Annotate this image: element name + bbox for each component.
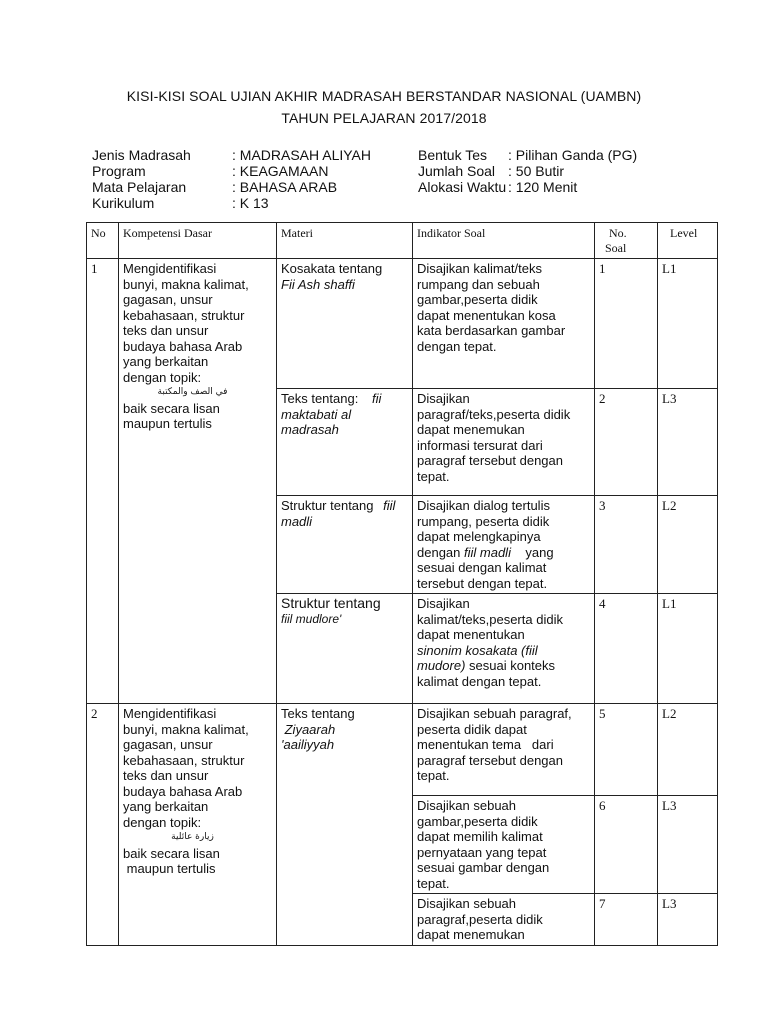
- indikator-line: paragraf tersebut dengan: [417, 752, 563, 768]
- cell-indikator: [413, 894, 595, 946]
- kd-line: teks dan unsur: [123, 323, 209, 338]
- header-materi: Materi: [277, 223, 413, 259]
- materi-topic: Fii Ash shaffi: [281, 276, 355, 292]
- indikator-text: yang: [510, 544, 554, 560]
- indikator-line: rumpang, peserta didik: [417, 513, 550, 529]
- cell-level: L3: [658, 796, 718, 894]
- materi-topic: fii maktabati al madrasah: [281, 391, 382, 437]
- cell-materi: [277, 496, 413, 594]
- kd-line: dengan topik:: [123, 814, 202, 830]
- kd-line: teks dan unsur: [123, 768, 209, 783]
- cell-level: L3: [658, 389, 718, 496]
- indikator-line: paragraf/teks,peserta didik: [417, 406, 571, 422]
- meta-left-values: [232, 147, 371, 211]
- indikator-line: dapat menentukan: [417, 627, 525, 642]
- materi-topic: Ziyaarah: [281, 721, 336, 737]
- materi-text: Kosakata tentang: [281, 261, 383, 276]
- kd-line: kebahasaan, struktur: [123, 752, 245, 768]
- indikator-line: peserta didik dapat: [417, 721, 527, 737]
- indikator-line: Disajikan sebuah: [417, 798, 517, 813]
- document-subtitle: TAHUN PELAJARAN 2017/2018: [281, 110, 487, 126]
- cell-no-soal: 4: [595, 594, 658, 704]
- header-no: No: [87, 223, 119, 259]
- indikator-text: sesuai konteks: [465, 658, 556, 673]
- cell-kompetensi-dasar: [119, 704, 277, 946]
- header-no-soal: [595, 223, 658, 259]
- kd-line: bunyi, makna kalimat,: [123, 276, 249, 292]
- header-indikator-soal: Indikator Soal: [413, 223, 595, 259]
- indikator-line: Disajikan dialog tertulis: [417, 498, 550, 513]
- materi-text: Struktur tentang: [281, 498, 374, 513]
- indikator-line: paragraf tersebut dengan: [417, 453, 563, 468]
- cell-indikator: [413, 594, 595, 704]
- cell-indikator: [413, 389, 595, 496]
- cell-no-soal: 3: [595, 496, 658, 594]
- header-no-soal-line1: No.: [609, 226, 627, 240]
- table-row: [87, 259, 718, 389]
- cell-no-soal: 6: [595, 796, 658, 894]
- meta-value: : BAHASA ARAB: [232, 179, 338, 195]
- kd-line: budaya bahasa Arab: [123, 783, 243, 799]
- indikator-line: [417, 545, 590, 561]
- kd-arabic-topic: في الصف والمكتبة: [157, 387, 228, 397]
- cell-indikator: [413, 704, 595, 796]
- indikator-line: kata berdasarkan gambar: [417, 323, 566, 338]
- materi-topic: fiil mudlore': [281, 611, 342, 626]
- cell-indikator: [413, 259, 595, 389]
- indikator-line: Disajikan sebuah paragraf,: [417, 706, 572, 721]
- table-header-row: [87, 223, 718, 259]
- meta-value: : 50 Butir: [508, 163, 565, 179]
- indikator-line: dapat menemukan: [417, 927, 525, 942]
- indikator-line: dapat melengkapinya: [417, 529, 541, 544]
- cell-materi: [277, 259, 413, 389]
- meta-right-labels: [418, 147, 506, 195]
- kd-line: baik secara lisan: [123, 400, 220, 416]
- cell-no-soal: 1: [595, 259, 658, 389]
- indikator-line: Disajikan kalimat/teks: [417, 261, 542, 276]
- kd-line: yang berkaitan: [123, 354, 209, 369]
- indikator-line: paragraf,peserta didik: [417, 911, 543, 927]
- indikator-line: dengan tepat.: [417, 338, 497, 354]
- meta-left-labels: [92, 147, 191, 211]
- kd-line: budaya bahasa Arab: [123, 338, 243, 354]
- indikator-line: informasi tersurat dari: [417, 437, 543, 453]
- indikator-line: sesuai dengan kalimat: [417, 560, 547, 575]
- indikator-line: dapat menentukan kosa: [417, 307, 556, 323]
- header-level: Level: [658, 223, 718, 259]
- indikator-term: sinonim kosakata (fiil: [417, 642, 538, 658]
- meta-label: Program: [92, 163, 146, 179]
- kd-line: dengan topik:: [123, 369, 202, 385]
- kisi-kisi-table: [86, 222, 718, 946]
- indikator-line: Disajikan: [417, 391, 470, 406]
- kd-line: kebahasaan, struktur: [123, 307, 245, 323]
- cell-materi: [277, 704, 413, 946]
- indikator-line: kalimat/teks,peserta didik: [417, 611, 563, 627]
- indikator-line: dapat menemukan: [417, 422, 525, 437]
- header-no-soal-line2: Soal: [605, 241, 627, 255]
- kd-line: gagasan, unsur: [123, 737, 213, 752]
- indikator-line: [417, 658, 590, 674]
- indikator-line: pernyataan yang tepat: [417, 844, 547, 860]
- indikator-line: tepat.: [417, 768, 450, 783]
- indikator-line: Disajikan sebuah: [417, 896, 517, 911]
- kd-arabic-topic: زيارة عائلية: [171, 832, 214, 842]
- meta-label: Jenis Madrasah: [92, 147, 191, 163]
- materi-text: Struktur tentang: [281, 595, 381, 611]
- meta-label: Mata Pelajaran: [92, 179, 187, 195]
- cell-indikator: [413, 796, 595, 894]
- materi-text: Teks tentang:: [281, 391, 359, 406]
- kd-line: bunyi, makna kalimat,: [123, 721, 249, 737]
- meta-value: : KEAGAMAAN: [232, 163, 329, 179]
- indikator-line: gambar,peserta didik: [417, 813, 538, 829]
- cell-no-soal: 5: [595, 704, 658, 796]
- cell-no: 2: [87, 704, 119, 946]
- meta-label: Jumlah Soal: [418, 163, 496, 179]
- cell-no: 1: [87, 259, 119, 704]
- indikator-term: mudore): [417, 658, 466, 673]
- indikator-line: rumpang dan sebuah: [417, 276, 540, 292]
- cell-level: L1: [658, 594, 718, 704]
- cell-indikator: [413, 496, 595, 594]
- materi-topic: fiil madli: [281, 498, 396, 529]
- cell-materi: [277, 594, 413, 704]
- materi-text: Teks tentang: [281, 706, 355, 721]
- indikator-line: tersebut dengan tepat.: [417, 575, 548, 591]
- indikator-line: sesuai gambar dengan: [417, 860, 550, 875]
- kd-line: yang berkaitan: [123, 799, 209, 814]
- meta-right-values: [508, 147, 637, 195]
- indikator-term: fiil madli: [464, 544, 511, 560]
- cell-kompetensi-dasar: [119, 259, 277, 704]
- table-row: [87, 704, 718, 796]
- meta-value: : MADRASAH ALIYAH: [232, 147, 372, 163]
- meta-label: Kurikulum: [92, 195, 155, 211]
- meta-value: : Pilihan Ganda (PG): [508, 147, 638, 163]
- cell-level: L1: [658, 259, 718, 389]
- cell-level: L3: [658, 894, 718, 946]
- cell-no-soal: 2: [595, 389, 658, 496]
- kd-line: maupun tertulis: [123, 416, 212, 431]
- header-kompetensi-dasar: Kompetensi Dasar: [119, 223, 277, 259]
- document-title: KISI-KISI SOAL UJIAN AKHIR MADRASAH BERSTANDAR NASIONAL (UAMBN): [126, 88, 642, 104]
- cell-level: L2: [658, 496, 718, 594]
- indikator-line: kalimat dengan tepat.: [417, 673, 542, 689]
- cell-materi: [277, 389, 413, 496]
- kd-line: Mengidentifikasi: [123, 261, 217, 276]
- kd-line: maupun tertulis: [123, 861, 216, 876]
- indikator-line: tepat.: [417, 468, 450, 484]
- materi-topic: 'aailiyyah: [281, 737, 335, 752]
- indikator-line: tepat.: [417, 875, 450, 891]
- kd-line: baik secara lisan: [123, 845, 220, 861]
- cell-level: L2: [658, 704, 718, 796]
- kd-line: gagasan, unsur: [123, 292, 213, 307]
- indikator-line: Disajikan: [417, 596, 470, 611]
- kd-line: Mengidentifikasi: [123, 706, 217, 721]
- indikator-text: dengan: [417, 544, 464, 560]
- meta-value: : 120 Menit: [508, 179, 578, 195]
- cell-no-soal: 7: [595, 894, 658, 946]
- meta-label: Alokasi Waktu: [418, 179, 507, 195]
- meta-label: Bentuk Tes: [418, 147, 488, 163]
- indikator-line: menentukan tema dari: [417, 737, 554, 752]
- indikator-line: dapat memilih kalimat: [417, 829, 543, 844]
- meta-value: : K 13: [232, 195, 269, 211]
- indikator-line: gambar,peserta didik: [417, 292, 538, 307]
